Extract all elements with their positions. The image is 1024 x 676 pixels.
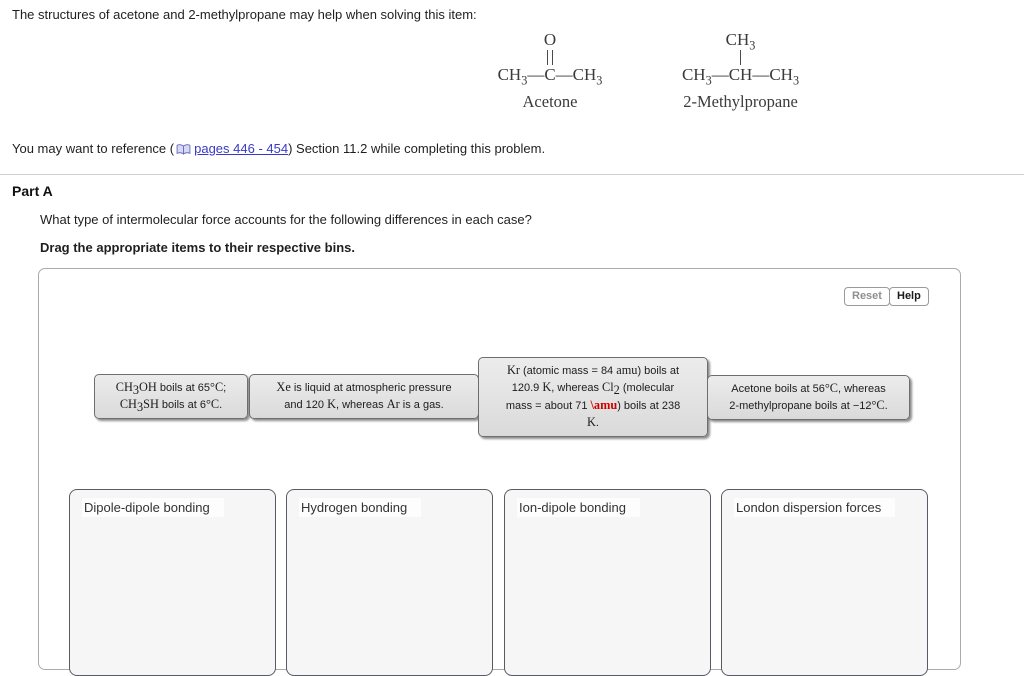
bin-label: London dispersion forces: [734, 498, 895, 517]
question-text: What type of intermolecular force accounts for the following differences in each case?: [40, 212, 532, 227]
draggable-item-kr-cl2[interactable]: Kr (atomic mass = 84 amu) boils at 120.9 K, whereas $Cl_2$ (molecular mass = about 71 \amu) boils at 238 K.: [478, 357, 708, 437]
bin-label: Hydrogen bonding: [299, 498, 421, 517]
part-a-title: Part A: [12, 183, 53, 199]
acetone-formula: $CH_3—C—CH_3$: [497, 65, 603, 88]
reference-line: [12, 141, 545, 158]
methylpropane-formula: $CH_3—CH—CH_3$: [681, 65, 800, 88]
drag-instruction: Drag the appropriate items to their respective bins.: [40, 240, 355, 255]
acetone-label: Acetone: [522, 92, 578, 111]
double-bond: [547, 50, 553, 65]
intro-text: The structures of acetone and 2-methylpropane may help when solving this item:: [12, 7, 477, 22]
single-bond: [740, 50, 742, 65]
draggable-item-ch3oh-ch3sh[interactable]: $CH_3OH$ boils at 65°C; $CH_3SH$ boils at 6°C.: [94, 374, 248, 419]
help-button[interactable]: Help: [889, 287, 929, 306]
drag-drop-panel: [38, 268, 961, 670]
methylpropane-label: 2-Methylpropane: [683, 92, 798, 111]
pages-link-text: pages 446 - 454: [194, 141, 289, 156]
methylpropane-top-group: $CH_3$: [725, 30, 756, 53]
bin-ion-dipole[interactable]: [504, 489, 711, 676]
draggable-item-acetone-methylpropane[interactable]: Acetone boils at 56°C, whereas 2-methylpropane boils at −12°C.: [707, 375, 910, 420]
reset-button[interactable]: Reset: [844, 287, 890, 306]
bin-london-dispersion[interactable]: [721, 489, 928, 676]
bin-label: Dipole-dipole bonding: [82, 498, 224, 517]
methylpropane-structure: [668, 30, 813, 112]
pages-link[interactable]: [174, 141, 288, 156]
acetone-structure: [487, 30, 613, 112]
section-divider: [0, 174, 1024, 175]
acetone-oxygen-atom: O: [543, 30, 557, 49]
draggable-item-xe-ar[interactable]: Xe is liquid at atmospheric pressure and 120 K, whereas Ar is a gas.: [249, 374, 479, 419]
bin-hydrogen-bonding[interactable]: [286, 489, 493, 676]
bin-dipole-dipole[interactable]: [69, 489, 276, 676]
reference-pre-text: You may want to reference (: [12, 141, 175, 156]
bin-label: Ion-dipole bonding: [517, 498, 640, 517]
reference-post-text: ) Section 11.2 while completing this problem.: [288, 141, 546, 156]
book-icon: [176, 143, 191, 158]
